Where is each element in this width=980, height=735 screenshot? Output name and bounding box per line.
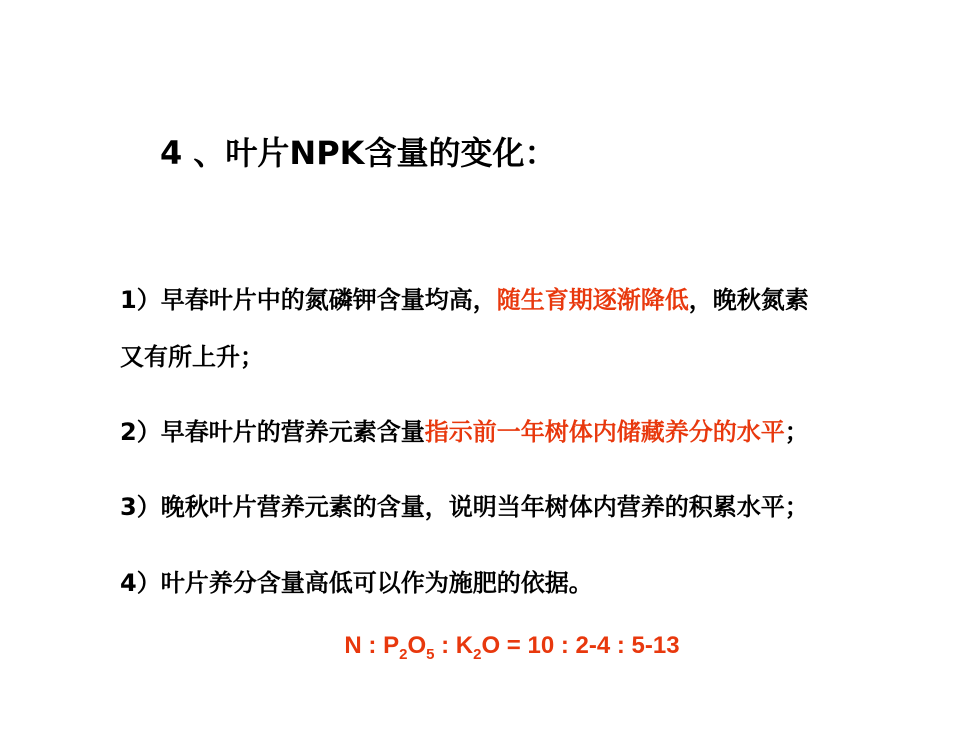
item-1-line-1 — [120, 280, 809, 315]
formula-o-subscript: 5 — [426, 646, 435, 663]
formula-ratio: O = 10 : 2-4 : 5-13 — [481, 632, 680, 659]
item-4: 4）叶片养分含量高低可以作为施肥的依据。 — [120, 569, 593, 597]
item-3: 3）晚秋叶片营养元素的含量，说明当年树体内营养的积累水平； — [120, 493, 809, 521]
item-2-suffix: ； — [784, 418, 809, 446]
item-1-suffix: ，晚秋氮素 — [688, 286, 809, 314]
formula-o: O — [407, 632, 427, 659]
item-1-highlight: 随生育期逐渐降低 — [496, 286, 689, 314]
formula-k: : K — [434, 632, 474, 659]
item-2-highlight: 指示前一年树体内储藏养分的水平 — [424, 418, 785, 446]
item-1-prefix: 1）早春叶片中的氮磷钾含量均高， — [120, 286, 497, 314]
item-2 — [120, 412, 809, 447]
item-2-prefix: 2）早春叶片的营养元素含量 — [120, 418, 425, 446]
formula-n-p: N : P — [344, 632, 400, 659]
formula-p-subscript: 2 — [399, 646, 408, 663]
npk-ratio-formula — [0, 632, 980, 663]
formula-k-subscript: 2 — [473, 646, 482, 663]
item-1-line-2: 又有所上升； — [120, 343, 264, 371]
slide-title: 4 、叶片NPK含量的变化： — [160, 134, 557, 172]
